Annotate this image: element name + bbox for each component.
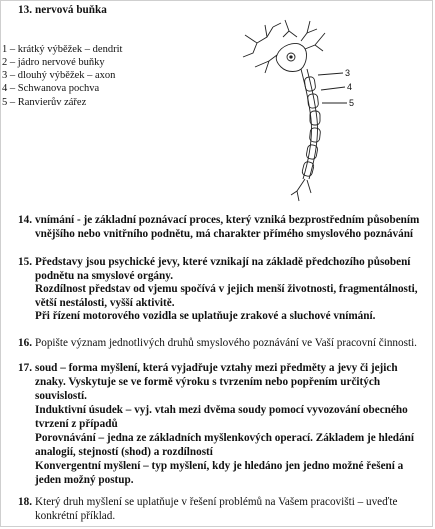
dendrite-right	[305, 33, 325, 49]
diagram-label-5: 5	[349, 98, 355, 108]
q14-line-2: vnějšího nebo vnitřního podnětu, má charakter přímého smyslového poznávání	[35, 228, 414, 240]
q15-line-3: Rozdílnost představ od vjemu spočívá v jejich menší životnosti, fragmentálnosti,	[35, 283, 418, 295]
q17-line-1: soud – forma myšlení, která vyjadřuje vztahy mezi předměty a jevy či jejich	[35, 362, 398, 374]
q17-line-8: Konvergentní myšlení – typ myšlení, kdy je hledáno jen jedno možné řešení a	[35, 460, 404, 472]
legend-item-4: 4 – Schwanova pochva	[2, 83, 100, 94]
q13-number: 13.	[18, 4, 32, 16]
diagram-label-3: 3	[345, 68, 351, 78]
legend-item-1: 1 – krátký výběžek – dendrit	[2, 44, 123, 55]
q14-line-1: vnímání - je základní poznávací proces, který vzniká bezprostředním působením	[35, 214, 420, 226]
dendrite-left	[245, 27, 273, 43]
q18-line-1: Který druh myšlení se uplatňuje v řešení problémů na Vašem pracovišti – uveďte	[35, 496, 398, 508]
q17-line-3: souvislostí.	[35, 390, 87, 402]
legend-item-2: 2 – jádro nervové buňky	[2, 57, 105, 68]
q17-line-2: znaky. Vyskytuje se ve formě výroku s tvrzením nebo popřením určitých	[35, 376, 381, 388]
q17-line-7: analogií, stejností (shod) a rozdílností	[35, 446, 213, 458]
q15-line-1: Představy jsou psychické jevy, které vznikají na základě předchozího působení	[35, 256, 411, 268]
q18-line-2: konkrétní příklad.	[35, 510, 116, 522]
legend-item-5: 5 – Ranvierův zářez	[2, 97, 87, 108]
q17-line-4: Induktivní úsudek – vyj. vtah mezi dvěma soudy pomocí vyvozování obecného	[35, 404, 408, 416]
q15-line-2: podnětu na smyslové orgány.	[35, 270, 174, 282]
q15-line-5: Při řízení motorového vozidla se uplatňuje zrakové a sluchové vnímání.	[35, 310, 376, 322]
q17-line-6: Porovnávání – jedna ze základních myšlenkových operací. Základem je hledání	[35, 432, 414, 444]
q17-line-9: jeden možný postup.	[35, 474, 134, 486]
q16-number: 16.	[18, 337, 32, 349]
legend-item-3: 3 – dlouhý výběžek – axon	[2, 70, 116, 81]
q15-line-4: větší nestálosti, vyšší aktivitě.	[35, 297, 175, 309]
q14-number: 14.	[18, 214, 32, 226]
q15-number: 15.	[18, 256, 32, 268]
neuron-diagram	[225, 15, 390, 205]
q13-title: nervová buňka	[35, 4, 107, 16]
diagram-label-4: 4	[347, 82, 353, 92]
q18-number: 18.	[18, 496, 32, 508]
dendrite-top	[285, 20, 297, 37]
q16-text: Popište význam jednotlivých druhů smyslového poznávání ve Vaší pracovní činnosti.	[35, 337, 417, 349]
q17-number: 17.	[18, 362, 32, 374]
q17-line-5: tvrzení z případů	[35, 418, 118, 430]
